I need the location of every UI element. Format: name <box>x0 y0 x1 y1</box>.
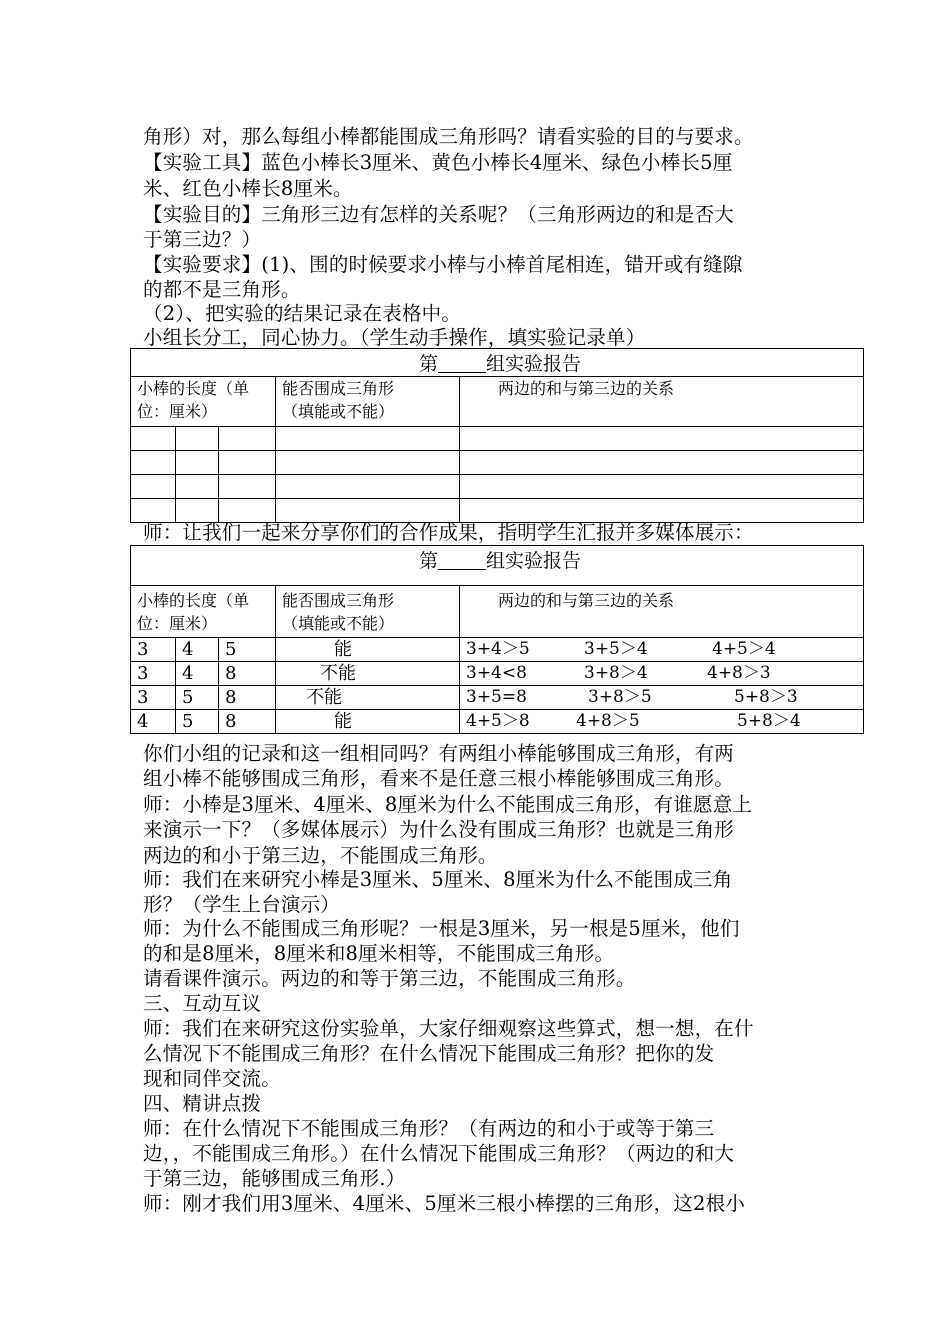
text-line: 现和同伴交流。 <box>143 1067 281 1090</box>
blank-cell[interactable] <box>219 499 276 523</box>
section-heading: 三、互动互议 <box>143 992 262 1015</box>
text-line: （2）、把实验的结果记录在表格中。 <box>143 302 462 325</box>
relation-cell <box>460 710 864 734</box>
length-c: 8 <box>219 662 276 686</box>
relation-1: 3+4＞5 <box>466 639 530 659</box>
text-line: 师：让我们一起来分享你们的合作成果，指明学生汇报并多媒体展示： <box>143 521 754 544</box>
blank-cell[interactable] <box>176 499 219 523</box>
blank-cell[interactable] <box>176 475 219 499</box>
text-line: 【实验工具】蓝色小棒长3厘米、黄色小棒长4厘米、绿色小棒长5厘 <box>143 151 733 174</box>
relation-3: 5+8＞4 <box>737 711 801 731</box>
table-row <box>131 710 864 734</box>
title-prefix: 第 <box>419 353 439 375</box>
blank-cell[interactable] <box>276 499 460 523</box>
can-form: 能 <box>276 638 460 662</box>
report-title <box>131 546 864 586</box>
title-prefix: 第 <box>419 550 439 572</box>
text-line: 师：在什么情况下不能围成三角形？（有两边的和小于或等于第三 <box>143 1117 715 1140</box>
text-line: 角形）对，那么每组小棒都能围成三角形吗？请看实验的目的与要求。 <box>143 125 754 148</box>
relation-2: 3+5＞4 <box>584 639 648 659</box>
section-heading: 四、精讲点拨 <box>143 1092 262 1115</box>
blank-cell[interactable] <box>176 427 219 451</box>
blank-cell[interactable] <box>219 451 276 475</box>
relation-2: 3+8＞4 <box>584 663 648 683</box>
header-can-line1: 能否围成三角形 <box>282 591 395 610</box>
header-can-line2: （填能或不能） <box>282 402 395 421</box>
blank-cell[interactable] <box>176 451 219 475</box>
blank-report-table <box>130 348 864 523</box>
text-line: 你们小组的记录和这一组相同吗？有两组小棒能够围成三角形，有两 <box>143 742 735 765</box>
relation-cell <box>460 638 864 662</box>
header-can <box>276 586 460 638</box>
header-length-line2: 位：厘米） <box>137 614 218 633</box>
length-b: 5 <box>176 710 219 734</box>
can-form: 不能 <box>276 662 460 686</box>
group-number-blank[interactable] <box>438 551 486 570</box>
header-relation: 两边的和与第三边的关系 <box>460 586 864 638</box>
relation-3: 5+8＞3 <box>734 687 798 707</box>
relation-cell <box>460 662 864 686</box>
blank-cell[interactable] <box>131 499 176 523</box>
can-form: 不能 <box>276 686 460 710</box>
length-b: 5 <box>176 686 219 710</box>
text-line: 么情况下不能围成三角形？在什么情况下能围成三角形？把你的发 <box>143 1042 715 1065</box>
text-line: 于第三边？） <box>143 228 262 251</box>
header-length-line1: 小棒的长度（单 <box>137 379 250 398</box>
table-row <box>131 686 864 710</box>
text-line: 师：为什么不能围成三角形呢？一根是3厘米，另一根是5厘米，他们 <box>143 917 740 940</box>
length-b: 4 <box>176 662 219 686</box>
blank-cell[interactable] <box>276 451 460 475</box>
relation-1: 3+5=8 <box>466 687 527 707</box>
length-c: 8 <box>219 710 276 734</box>
relation-3: 4+8＞3 <box>707 663 771 683</box>
title-suffix: 组实验报告 <box>486 550 582 572</box>
text-line: 形？（学生上台演示） <box>143 893 341 916</box>
header-length-line2: 位：厘米） <box>137 402 218 421</box>
table-row <box>131 662 864 686</box>
length-c: 8 <box>219 686 276 710</box>
text-line: 来演示一下？（多媒体展示）为什么没有围成三角形？也就是三角形 <box>143 818 735 841</box>
title-suffix: 组实验报告 <box>486 353 582 375</box>
text-line: 师：刚才我们用3厘米、4厘米、5厘米三根小棒摆的三角形，这2根小 <box>143 1192 746 1215</box>
blank-cell[interactable] <box>276 475 460 499</box>
blank-cell[interactable] <box>460 451 864 475</box>
report-title <box>131 349 864 377</box>
text-line: 两边的和小于第三边，不能围成三角形。 <box>143 844 498 867</box>
length-c: 5 <box>219 638 276 662</box>
text-line: 【实验目的】三角形三边有怎样的关系呢？（三角形两边的和是否大 <box>143 203 735 226</box>
text-line: 小组长分工，同心协力。（学生动手操作，填实验记录单） <box>143 326 646 349</box>
can-form: 能 <box>276 710 460 734</box>
table-row <box>131 638 864 662</box>
blank-cell[interactable] <box>131 427 176 451</box>
blank-cell[interactable] <box>219 475 276 499</box>
text-line: 【实验要求】(1)、围的时候要求小棒与小棒首尾相连，错开或有缝隙 <box>143 253 743 276</box>
header-can-line1: 能否围成三角形 <box>282 379 395 398</box>
blank-cell[interactable] <box>460 427 864 451</box>
filled-report-table <box>130 545 864 734</box>
blank-cell[interactable] <box>219 427 276 451</box>
length-a: 4 <box>131 710 176 734</box>
length-a: 3 <box>131 638 176 662</box>
length-b: 4 <box>176 638 219 662</box>
relation-2: 4+8＞5 <box>576 711 640 731</box>
blank-cell[interactable] <box>460 499 864 523</box>
relation-1: 3+4<8 <box>466 663 527 683</box>
header-length-line1: 小棒的长度（单 <box>137 591 250 610</box>
group-number-blank[interactable] <box>438 354 486 373</box>
blank-cell[interactable] <box>131 475 176 499</box>
header-can <box>276 377 460 427</box>
relation-3: 4+5＞4 <box>712 639 776 659</box>
text-line: 请看课件演示。两边的和等于第三边，不能围成三角形。 <box>143 967 636 990</box>
header-can-line2: （填能或不能） <box>282 614 395 633</box>
text-line: 边，，不能围成三角形。）在什么情况下能围成三角形？（两边的和大 <box>143 1142 735 1165</box>
text-line: 师：我们在来研究这份实验单，大家仔细观察这些算式，想一想，在什 <box>143 1017 754 1040</box>
text-line: 的和是8厘米，8厘米和8厘米相等，不能围成三角形。 <box>143 942 615 965</box>
text-line: 米、红色小棒长8厘米。 <box>143 177 353 200</box>
relation-1: 4+5＞8 <box>466 711 530 731</box>
length-a: 3 <box>131 662 176 686</box>
text-line: 师：我们在来研究小棒是3厘米、5厘米、8厘米为什么不能围成三角 <box>143 868 733 891</box>
blank-cell[interactable] <box>276 427 460 451</box>
text-line: 的都不是三角形。 <box>143 278 301 301</box>
text-line: 师：小棒是3厘米、4厘米、8厘米为什么不能围成三角形，有谁愿意上 <box>143 793 753 816</box>
text-line: 组小棒不能够围成三角形，看来不是任意三根小棒能够围成三角形。 <box>143 767 735 790</box>
text-line: 于第三边，能够围成三角形.） <box>143 1167 406 1190</box>
header-relation: 两边的和与第三边的关系 <box>460 377 864 427</box>
header-length <box>131 586 276 638</box>
header-length <box>131 377 276 427</box>
blank-cell[interactable] <box>460 475 864 499</box>
relation-2: 3+8＞5 <box>588 687 652 707</box>
blank-cell[interactable] <box>131 451 176 475</box>
relation-cell <box>460 686 864 710</box>
length-a: 3 <box>131 686 176 710</box>
